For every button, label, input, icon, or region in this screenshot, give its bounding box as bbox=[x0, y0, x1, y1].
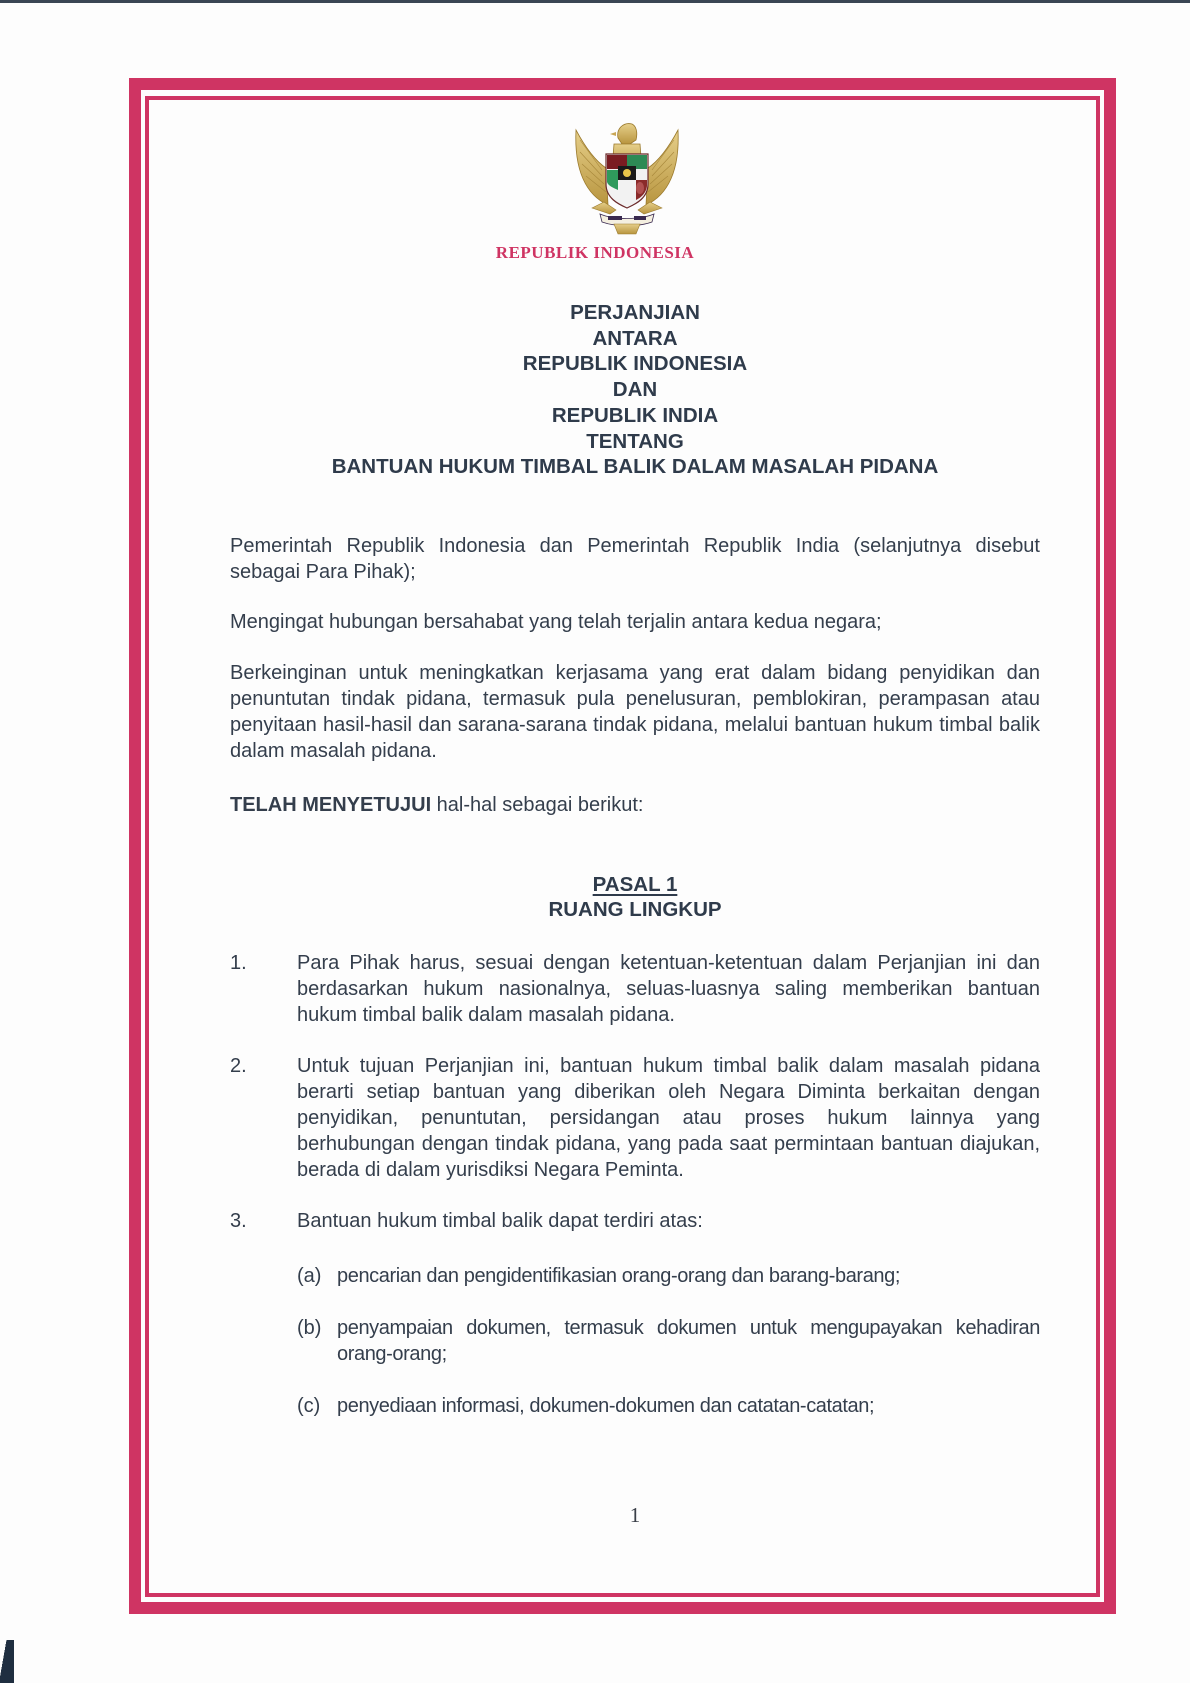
sub-item-text: penyediaan informasi, dokumen-dokumen dan catatan-catatan; bbox=[337, 1395, 875, 1417]
list-item-text: Bantuan hukum timbal balik dapat terdiri atas: bbox=[297, 1210, 703, 1232]
document-title bbox=[0, 300, 1190, 480]
agreement-clause-rest: hal-hal sebagai berikut: bbox=[431, 794, 644, 816]
list-item-number: 1. bbox=[230, 952, 247, 974]
preamble-paragraph-parties: Pemerintah Republik Indonesia dan Pemerintah Republik India (selanjutnya disebut sebagai Para Pihak); bbox=[230, 535, 1040, 583]
sub-item-label: (a) bbox=[297, 1265, 322, 1287]
title-line: REPUBLIK INDONESIA bbox=[522, 352, 748, 376]
article-title: RUANG LINGKUP bbox=[548, 898, 722, 921]
preamble-paragraph-desiring: Berkeinginan untuk meningkatkan kerjasama yang erat dalam bidang penyidikan dan penuntutan tindak pidana, termasuk pula penelusuran, pemblokiran, perampasan atau penyitaan hasil-hasil dan sarana-sarana tindak pidana, melalui bantuan hukum timbal balik dalam masalah pidana. bbox=[230, 662, 1040, 762]
title-line: ANTARA bbox=[592, 326, 678, 350]
sub-item-text: penyampaian dokumen, termasuk dokumen untuk mengupayakan kehadiran orang-orang; bbox=[337, 1317, 1040, 1365]
garuda-emblem-icon bbox=[566, 110, 688, 238]
agreement-clause-bold: TELAH MENYETUJUI bbox=[230, 794, 432, 816]
list-item-text: Untuk tujuan Perjanjian ini, bantuan hukum timbal balik dalam masalah pidana berarti setiap bantuan yang diberikan oleh Negara Diminta berkaitan dengan penyidikan, penuntutan, persidangan atau proses hukum lainnya yang berhubungan dengan tindak pidana, yang pada saat permintaan bantuan diajukan, berada di dalam yurisdiksi Negara Peminta. bbox=[297, 1055, 1040, 1181]
title-line: REPUBLIK INDIA bbox=[551, 403, 719, 427]
preamble-paragraph-recalling: Mengingat hubungan bersahabat yang telah terjalin antara kedua negara; bbox=[230, 611, 882, 633]
scan-edge-corner bbox=[0, 1640, 14, 1683]
sub-item-label: (b) bbox=[297, 1317, 322, 1339]
title-line: PERJANJIAN bbox=[570, 301, 700, 324]
sub-item-text: pencarian dan pengidentifikasian orang-orang dan barang-barang; bbox=[337, 1265, 901, 1287]
list-item-number: 2. bbox=[230, 1055, 247, 1077]
title-line: DAN bbox=[612, 378, 658, 402]
sub-item-label: (c) bbox=[297, 1395, 321, 1417]
country-label: REPUBLIK INDONESIA bbox=[495, 243, 695, 262]
article-number-text: PASAL 1 bbox=[592, 873, 678, 896]
title-line: TENTANG bbox=[586, 429, 684, 453]
list-item-number: 3. bbox=[230, 1210, 247, 1232]
article-number bbox=[0, 872, 1190, 898]
agreement-clause bbox=[230, 792, 1040, 818]
scan-edge-top bbox=[0, 0, 1190, 3]
list-item-text: Para Pihak harus, sesuai dengan ketentuan-ketentuan dalam Perjanjian ini dan berdasarkan hukum nasionalnya, seluas-luasnya saling memberikan bantuan hukum timbal balik dalam masalah pidana. bbox=[297, 952, 1040, 1026]
title-line: BANTUAN HUKUM TIMBAL BALIK DALAM MASALAH PIDANA bbox=[331, 455, 939, 479]
page-number: 1 bbox=[629, 1503, 641, 1527]
